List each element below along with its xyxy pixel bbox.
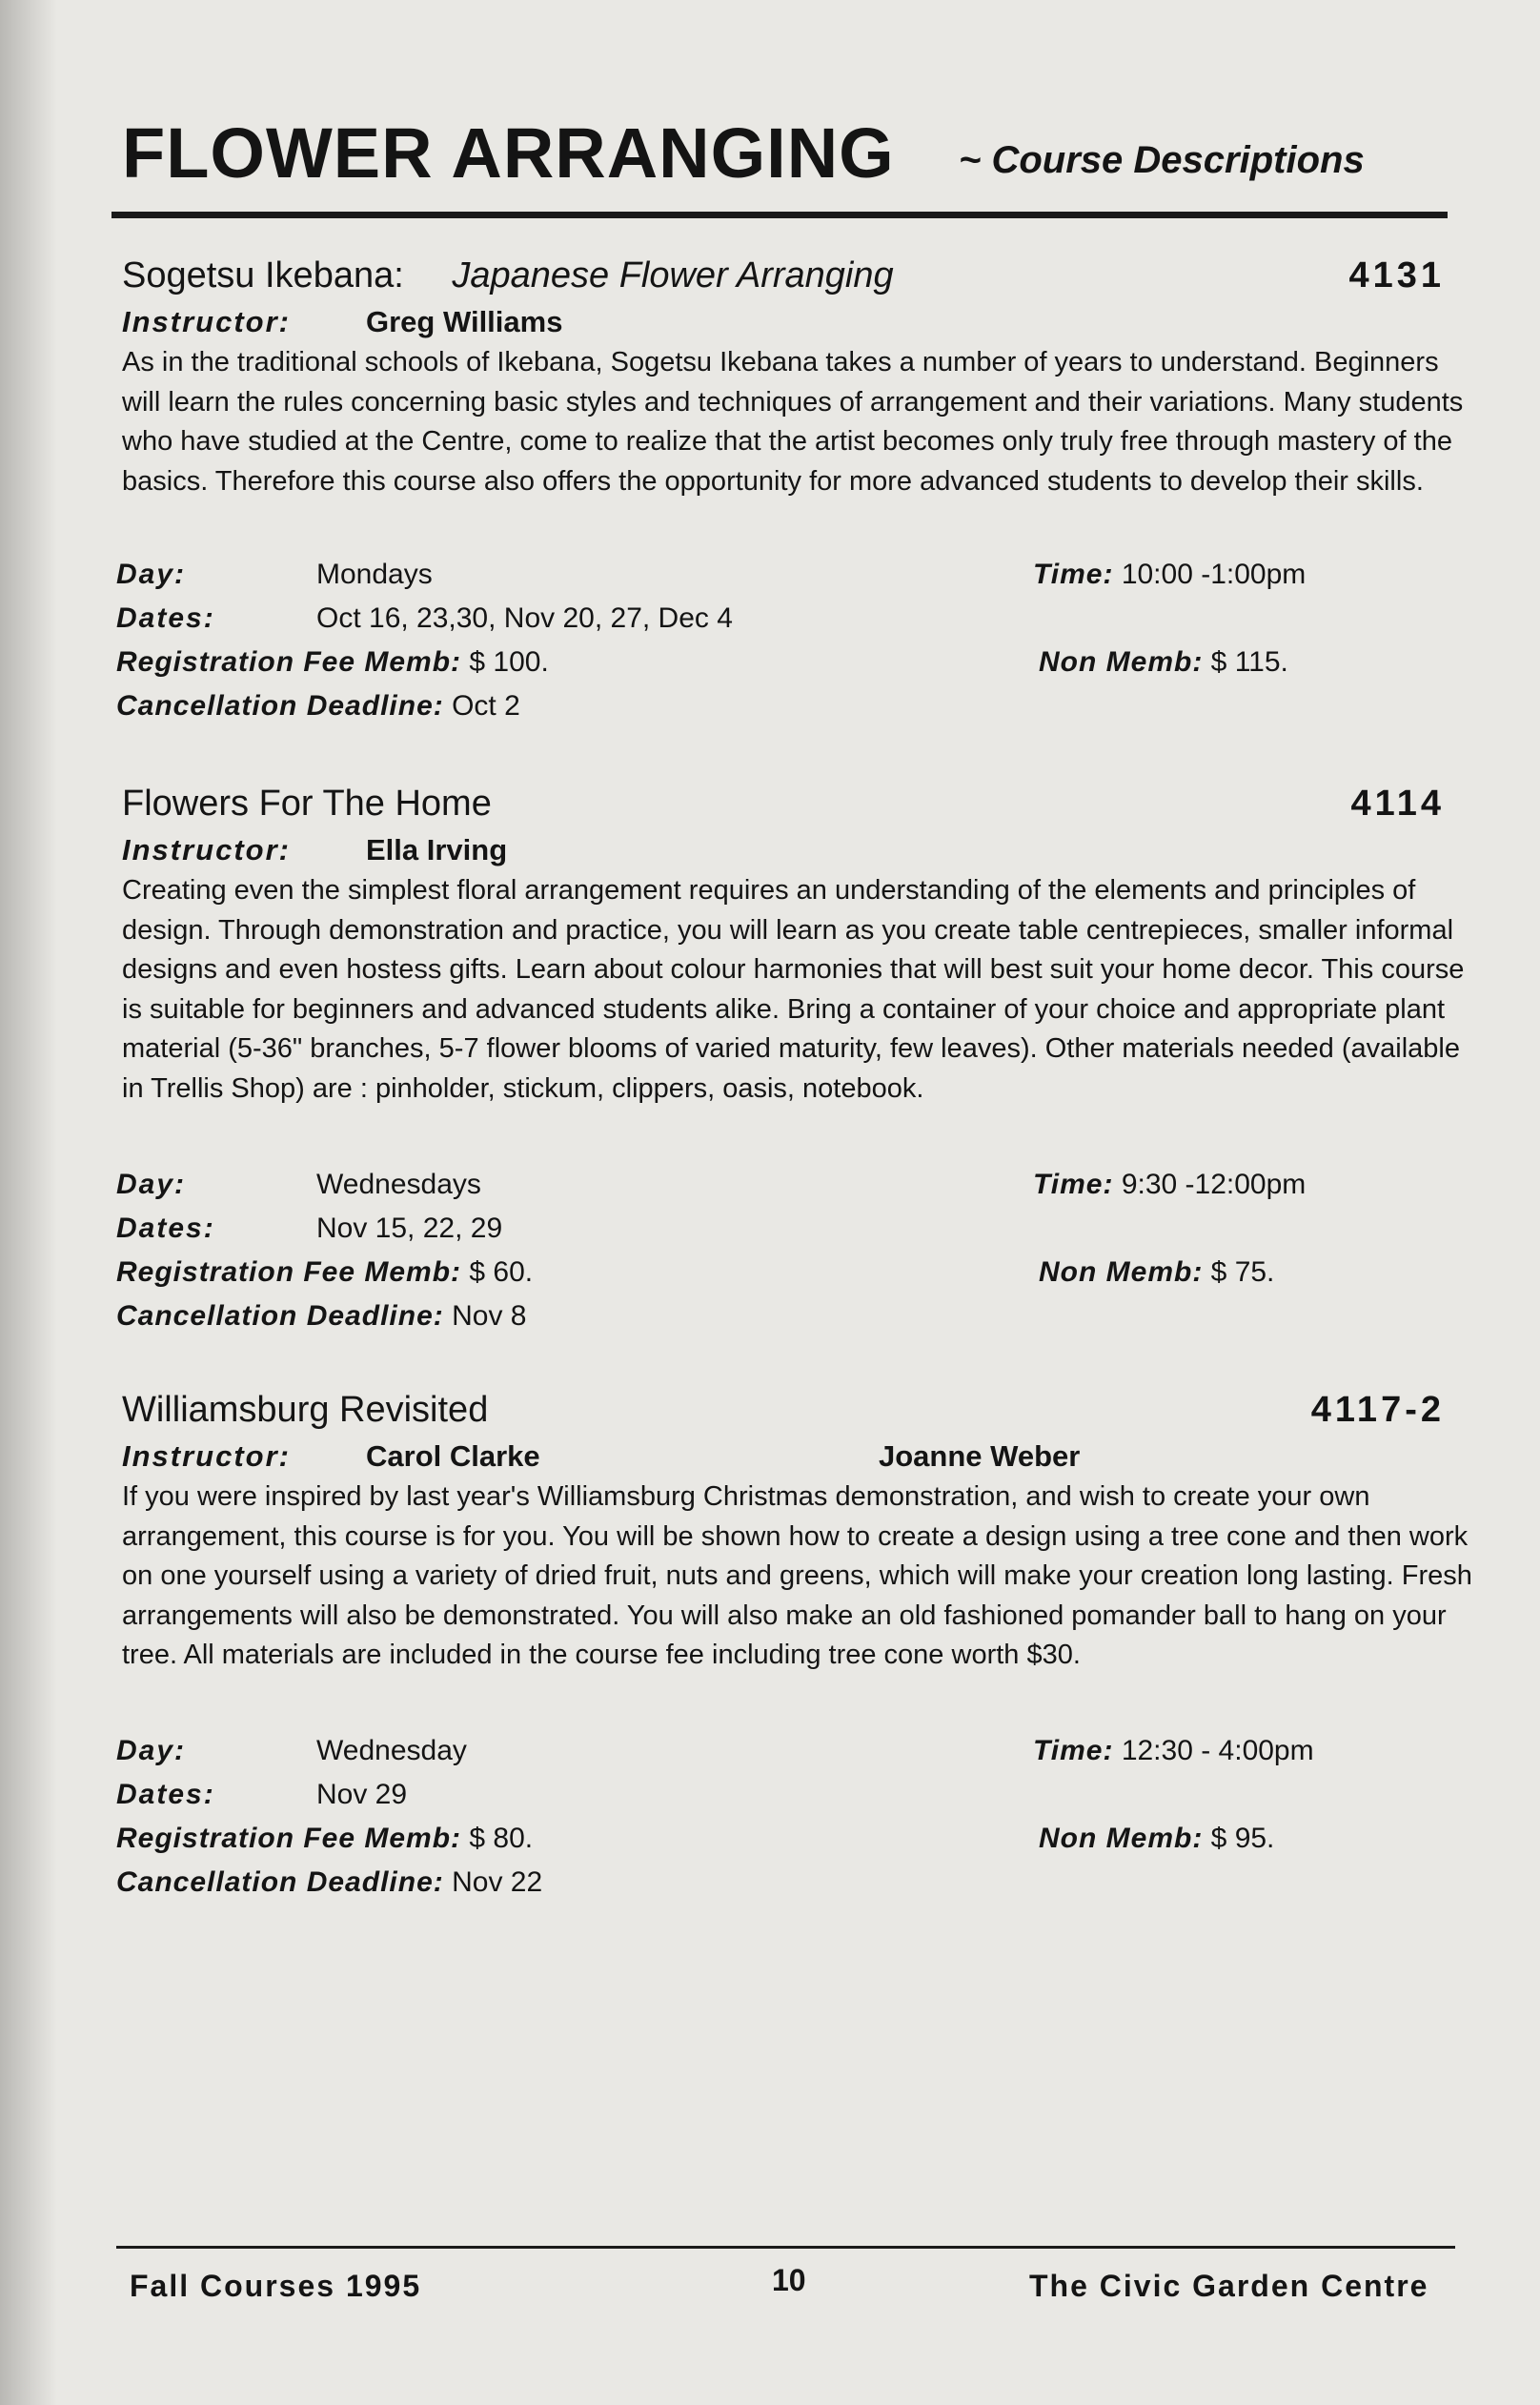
deadline-value: Nov 8 xyxy=(452,1300,527,1332)
dates-value: Oct 16, 23,30, Nov 20, 27, Dec 4 xyxy=(316,602,733,634)
footer-divider xyxy=(116,2246,1455,2249)
course-title-main: Sogetsu Ikebana: xyxy=(122,255,404,296)
course-title xyxy=(122,1390,488,1431)
fee-member-value: $ 100. xyxy=(469,646,549,678)
page-header xyxy=(122,112,1447,217)
time-value: 9:30 -12:00pm xyxy=(1121,1169,1307,1200)
day-value: Wednesdays xyxy=(316,1169,481,1200)
footer-left: Fall Courses 1995 xyxy=(130,2269,422,2303)
instructor-name: Carol Clarke xyxy=(366,1439,540,1473)
course-time xyxy=(1033,559,1306,591)
instructor-name: Ella Irving xyxy=(366,833,508,866)
dates-value: Nov 15, 22, 29 xyxy=(316,1213,503,1244)
dates-label: Dates: xyxy=(116,602,215,634)
course-dates xyxy=(116,602,733,635)
fee-member-value: $ 80. xyxy=(469,1823,534,1854)
fee-label: Registration Fee Memb: xyxy=(116,1823,462,1854)
footer-right: The Civic Garden Centre xyxy=(1029,2269,1429,2303)
course-instructor xyxy=(122,305,562,339)
day-value: Mondays xyxy=(316,559,433,590)
course-title-main: Williamsburg Revisited xyxy=(122,1390,489,1430)
page-number: 10 xyxy=(772,2263,806,2297)
deadline-value: Nov 22 xyxy=(452,1866,543,1898)
non-member-label: Non Memb: xyxy=(1039,646,1204,678)
time-value: 12:30 - 4:00pm xyxy=(1121,1735,1314,1766)
page-subtitle: ~ Course Descriptions xyxy=(959,139,1365,181)
fee-nonmember-value: $ 95. xyxy=(1210,1823,1275,1854)
course-description: If you were inspired by last year's Williamsburg Christmas demonstration, and wish to create your own arrangement, this course is for you. You will be shown how to create a design using a tree cone and then work on one yourself using a variety of dried fruit, nuts and greens, which will make your creation long lasting. Fresh arrangements will also be demonstrated. You will also make an old fashioned pomander ball to hang on your tree. All materials are included in the course fee including tree cone worth $30. xyxy=(122,1481,1472,1670)
course-title xyxy=(122,255,894,296)
day-value: Wednesday xyxy=(316,1735,467,1766)
day-label: Day: xyxy=(116,1169,187,1200)
course-time xyxy=(1033,1169,1306,1201)
course-day xyxy=(116,559,433,591)
course-fee xyxy=(116,646,549,679)
course-fee xyxy=(116,1256,533,1289)
course-instructor-second: Joanne Weber xyxy=(879,1439,1081,1473)
time-value: 10:00 -1:00pm xyxy=(1121,559,1307,590)
page-edge-shadow xyxy=(0,0,57,2405)
course-number: 4114 xyxy=(1350,784,1445,824)
instructor-name: Greg Williams xyxy=(366,305,563,338)
course-deadline xyxy=(116,1300,526,1333)
time-label: Time: xyxy=(1033,559,1114,590)
deadline-value: Oct 2 xyxy=(452,690,520,722)
fee-member-value: $ 60. xyxy=(469,1256,534,1288)
course-fee-nonmember xyxy=(1039,1256,1274,1289)
course-title-main: Flowers For The Home xyxy=(122,784,492,824)
fee-label: Registration Fee Memb: xyxy=(116,1256,462,1288)
instructor-label: Instructor: xyxy=(122,1439,291,1473)
dates-value: Nov 29 xyxy=(316,1779,408,1810)
fee-nonmember-value: $ 75. xyxy=(1210,1256,1275,1288)
course-day xyxy=(116,1735,467,1767)
course-description: As in the traditional schools of Ikebana, Sogetsu Ikebana takes a number of years to understand. Beginners will learn the rules concerning basic styles and techniques of arrangement and their variations. Many students who have studied at the Centre, come to realize that the artist becomes only truly free through mastery of the basics. Therefore this course also offers the opportunity for more advanced students to develop their skills. xyxy=(122,347,1464,497)
deadline-label: Cancellation Deadline: xyxy=(116,1300,444,1332)
course-time xyxy=(1033,1735,1314,1767)
course-dates xyxy=(116,1213,502,1245)
course-title xyxy=(122,784,492,825)
non-member-label: Non Memb: xyxy=(1039,1823,1204,1854)
course-fee xyxy=(116,1823,533,1855)
course-number: 4131 xyxy=(1348,255,1445,296)
course-title-italic: Japanese Flower Arranging xyxy=(452,255,894,296)
fee-nonmember-value: $ 115. xyxy=(1210,646,1288,678)
deadline-label: Cancellation Deadline: xyxy=(116,690,444,722)
dates-label: Dates: xyxy=(116,1213,215,1244)
course-day xyxy=(116,1169,481,1201)
day-label: Day: xyxy=(116,1735,187,1766)
instructor-label: Instructor: xyxy=(122,305,291,338)
page-title: FLOWER ARRANGING xyxy=(122,113,895,193)
course-deadline xyxy=(116,690,520,723)
course-deadline xyxy=(116,1866,542,1899)
fee-label: Registration Fee Memb: xyxy=(116,646,462,678)
time-label: Time: xyxy=(1033,1735,1114,1766)
course-dates xyxy=(116,1779,407,1811)
course-fee-nonmember xyxy=(1039,1823,1274,1855)
course-description: Creating even the simplest floral arrangement requires an understanding of the elements and principles of design. Through demonstration and practice, you will learn as you create table centrepieces, smaller informal designs and even hostess gifts. Learn about colour harmonies that will best suit your home decor. This course is suitable for beginners and advanced students alike. Bring a container of your choice and appropriate plant material (5-36" branches, 5-7 flower blooms of varied maturity, few leaves). Other materials needed (available in Trellis Shop) are : pinholder, stickum, clippers, oasis, notebook. xyxy=(122,875,1465,1104)
day-label: Day: xyxy=(116,559,187,590)
course-instructor xyxy=(122,1439,540,1474)
non-member-label: Non Memb: xyxy=(1039,1256,1204,1288)
dates-label: Dates: xyxy=(116,1779,215,1810)
course-instructor xyxy=(122,833,507,867)
header-divider xyxy=(111,212,1448,218)
deadline-label: Cancellation Deadline: xyxy=(116,1866,444,1898)
instructor-label: Instructor: xyxy=(122,833,291,866)
course-number: 4117-2 xyxy=(1310,1390,1445,1430)
course-fee-nonmember xyxy=(1039,646,1288,679)
time-label: Time: xyxy=(1033,1169,1114,1200)
